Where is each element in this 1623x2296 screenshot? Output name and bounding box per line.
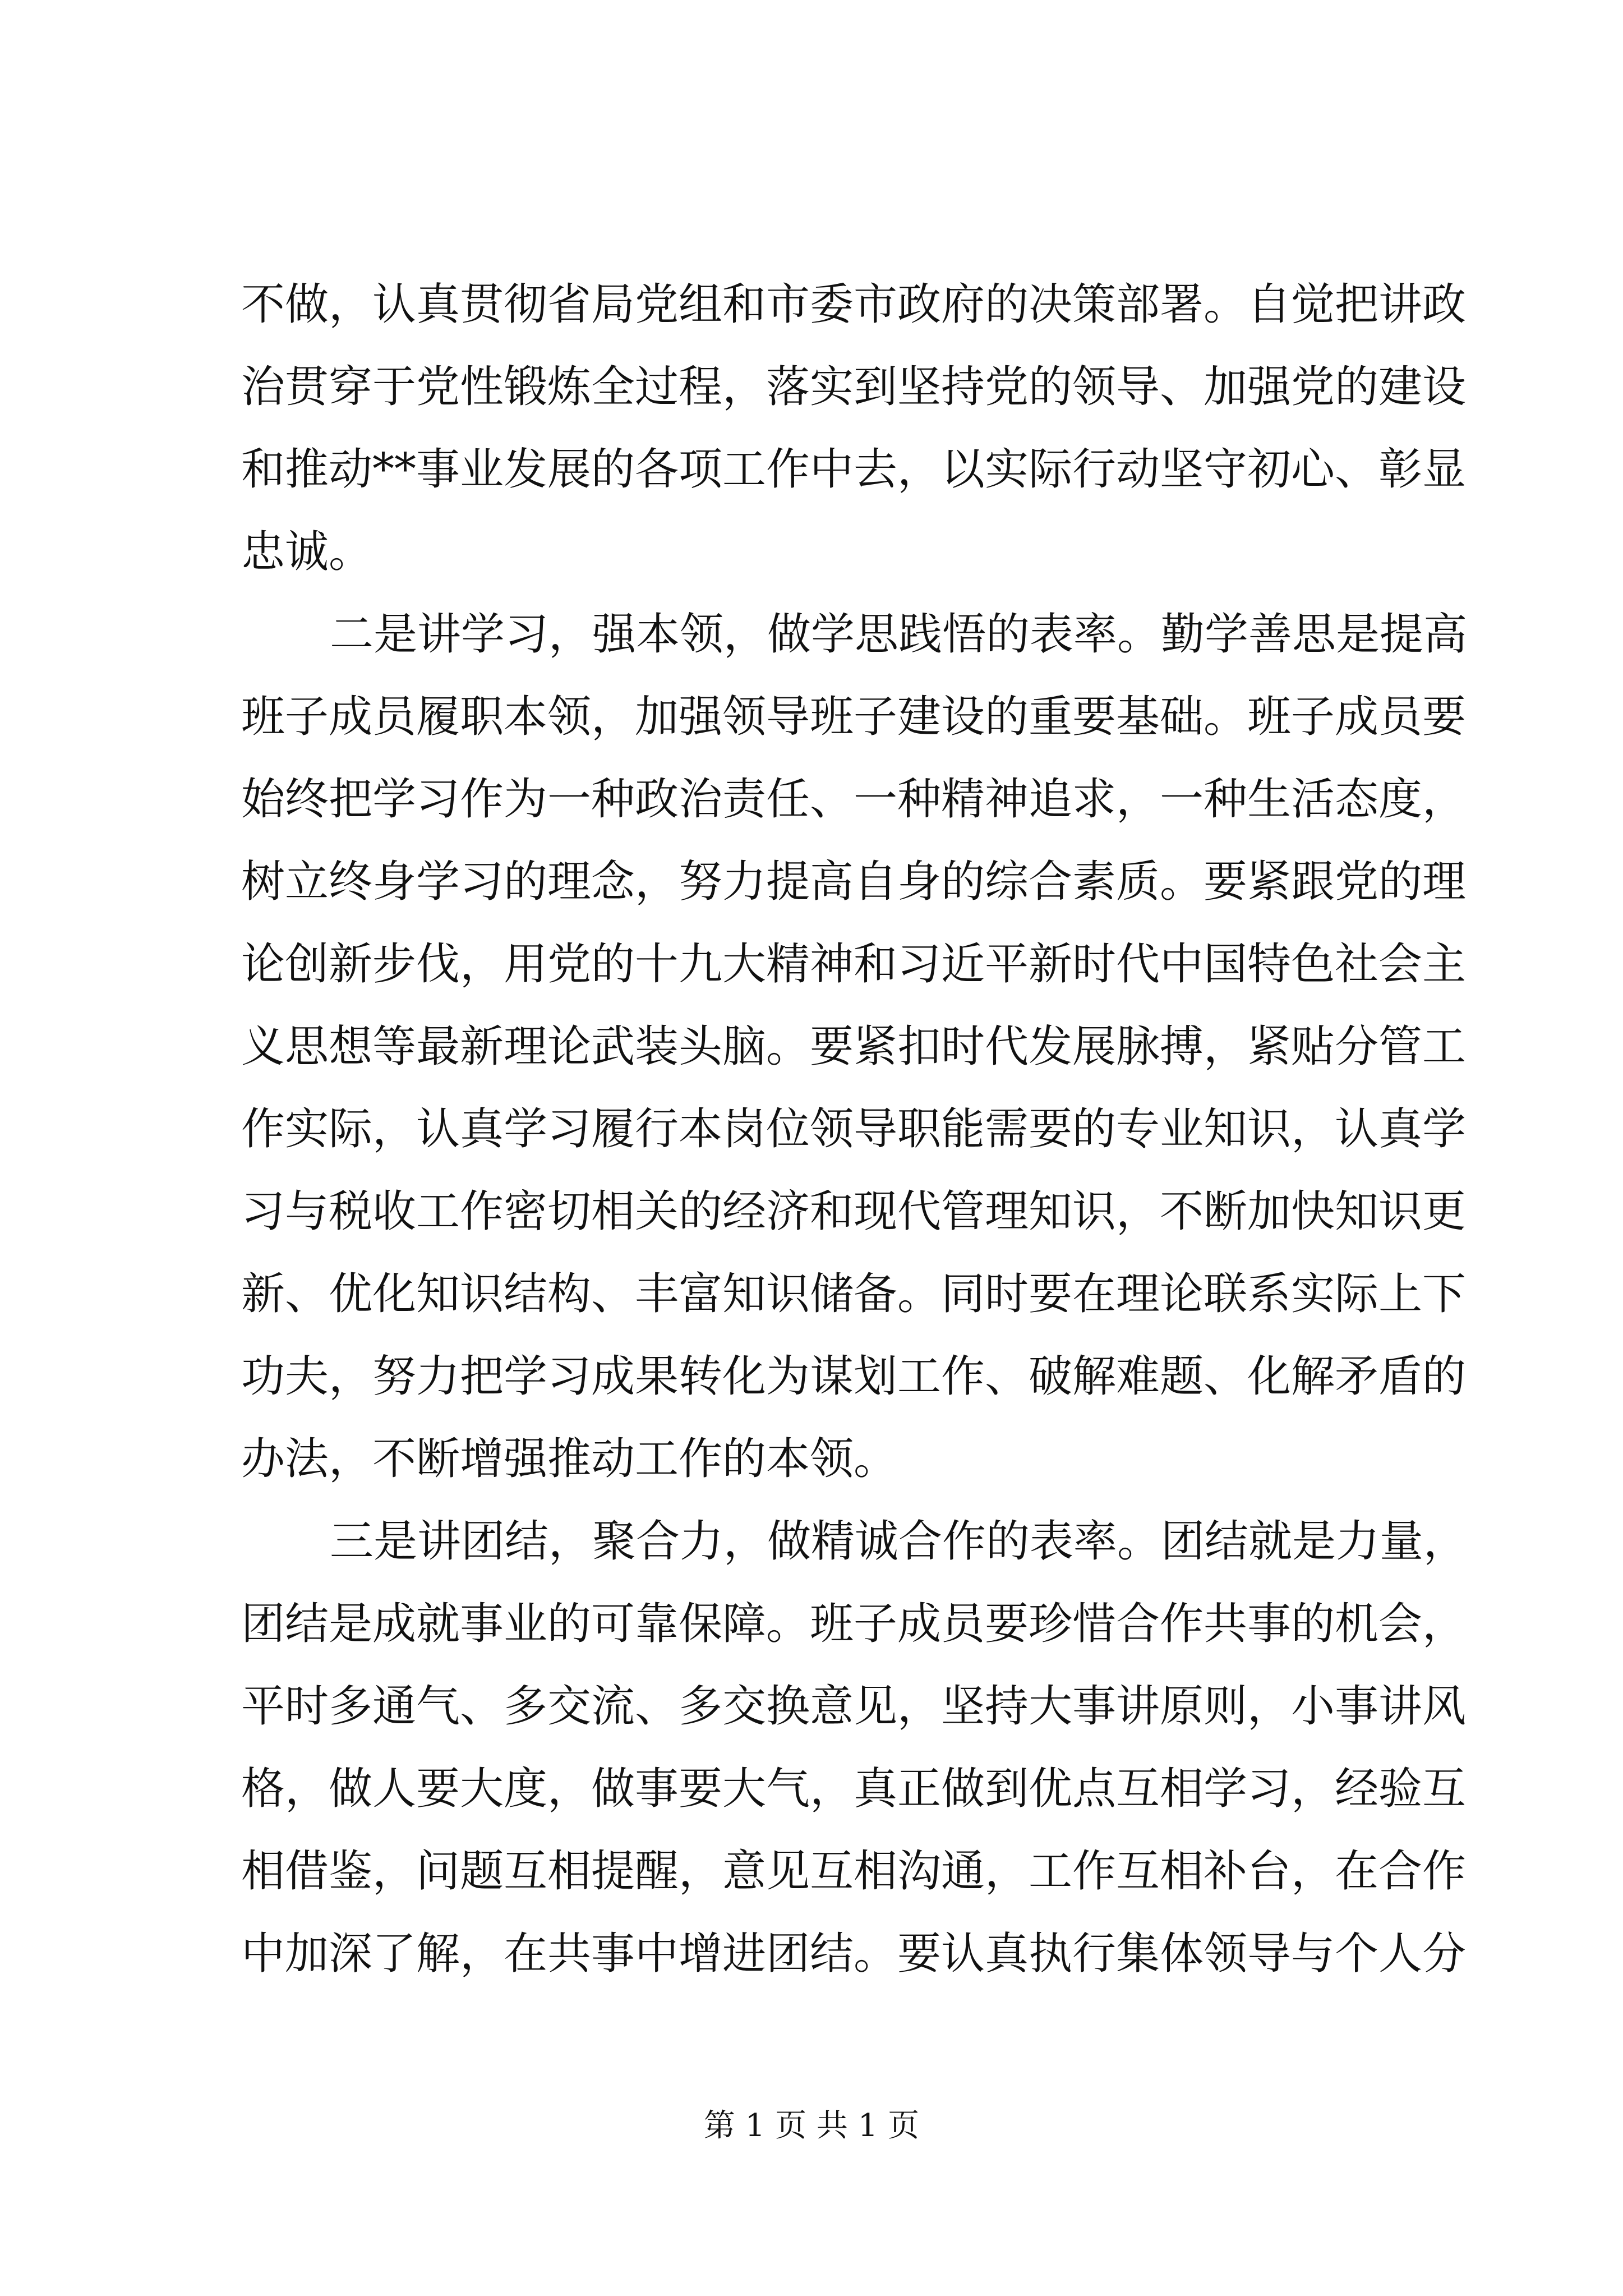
text-line: 义思想等最新理论武装头脑。要紧扣时代发展脉搏，紧贴分管工 (241, 1022, 1467, 1072)
text-line: 班子成员履职本领，加强领导班子建设的重要基础。班子成员要 (241, 692, 1467, 742)
text-line: 论创新步伐，用党的十九大精神和习近平新时代中国特色社会主 (241, 939, 1467, 990)
text-line: 和推动**事业发展的各项工作中去，以实际行动坚守初心、彰显 (241, 444, 1467, 495)
text-line: 相借鉴，问题互相提醒，意见互相沟通，工作互相补台，在合作 (241, 1846, 1467, 1897)
text-line: 办法，不断增强推动工作的本领。 (241, 1434, 898, 1484)
text-line: 不做，认真贯彻省局党组和市委市政府的决策部署。自觉把讲政 (241, 279, 1467, 330)
text-line: 习与税收工作密切相关的经济和现代管理知识，不断加快知识更 (241, 1186, 1467, 1237)
text-line: 平时多通气、多交流、多交换意见，坚持大事讲原则，小事讲风 (241, 1681, 1467, 1732)
text-line: 始终把学习作为一种政治责任、一种精神追求，一种生活态度， (241, 774, 1467, 825)
text-line: 作实际，认真学习履行本岗位领导职能需要的专业知识，认真学 (241, 1104, 1467, 1154)
page-footer (0, 2106, 1623, 2146)
text-line: 新、优化知识结构、丰富知识储备。同时要在理论联系实际上下 (241, 1269, 1467, 1319)
page-number-label: 第 1 页 共 1 页 (703, 2108, 920, 2144)
text-line: 三是讲团结，聚合力，做精诚合作的表率。团结就是力量， (330, 1516, 1468, 1567)
paragraph-2 (241, 593, 1468, 1501)
paragraph-1 (241, 264, 1467, 593)
paragraph-3 (241, 1501, 1468, 1995)
text-line: 团结是成就事业的可靠保障。班子成员要珍惜合作共事的机会， (241, 1599, 1467, 1649)
text-line: 树立终身学习的理念，努力提高自身的综合素质。要紧跟党的理 (241, 857, 1467, 907)
document-body (241, 264, 1468, 1995)
text-line: 中加深了解，在共事中增进团结。要认真执行集体领导与个人分 (241, 1929, 1467, 1979)
text-line: 治贯穿于党性锻炼全过程，落实到坚持党的领导、加强党的建设 (241, 362, 1467, 412)
text-line: 二是讲学习，强本领，做学思践悟的表率。勤学善思是提高 (330, 609, 1468, 660)
text-line: 忠诚。 (241, 527, 373, 577)
text-line: 功夫，努力把学习成果转化为谋划工作、破解难题、化解矛盾的 (241, 1351, 1467, 1402)
text-line: 格，做人要大度，做事要大气，真正做到优点互相学习，经验互 (241, 1764, 1467, 1814)
